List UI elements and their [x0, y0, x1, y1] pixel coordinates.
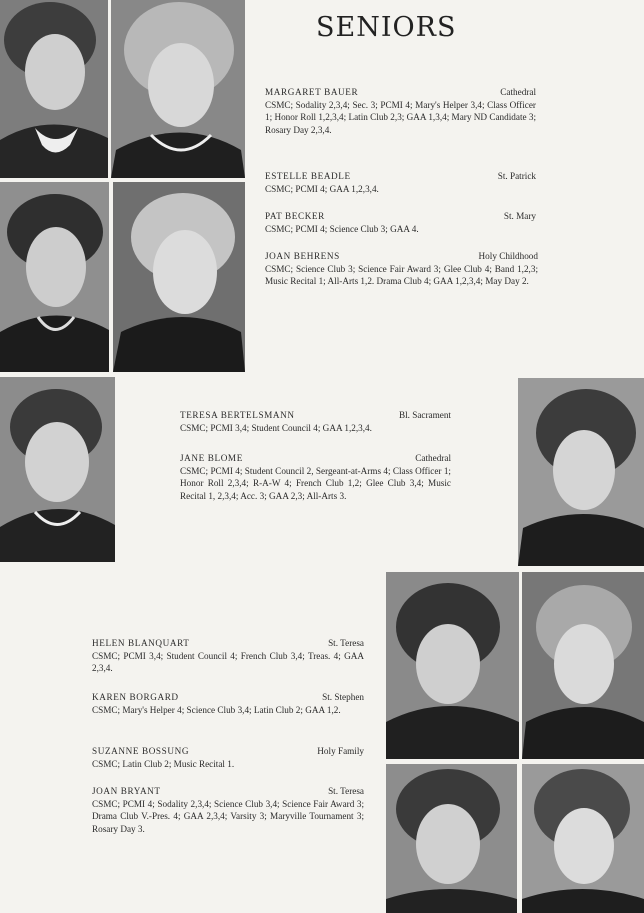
student-entry — [92, 785, 364, 835]
portrait-photo — [386, 572, 519, 759]
student-parish: Holy Childhood — [478, 251, 538, 261]
student-parish: Cathedral — [415, 453, 451, 463]
student-name: MARGARET BAUER — [265, 87, 359, 97]
student-parish: St. Teresa — [328, 638, 364, 648]
student-activities: CSMC; PCMI 3,4; Student Council 4; French Club 3,4; Treas. 4; GAA 2,3,4. — [92, 650, 364, 674]
student-entry — [180, 409, 451, 434]
student-name: HELEN BLANQUART — [92, 638, 190, 648]
student-name: JOAN BRYANT — [92, 786, 161, 796]
portrait-photo — [522, 764, 644, 913]
student-parish: Cathedral — [500, 87, 536, 97]
student-name: ESTELLE BEADLE — [265, 171, 351, 181]
student-activities: CSMC; PCMI 4; Science Club 3; GAA 4. — [265, 223, 419, 234]
student-parish: St. Mary — [503, 211, 536, 221]
portrait-photo — [0, 0, 108, 178]
student-entry — [92, 745, 364, 770]
portrait-photo — [111, 0, 245, 178]
student-entry — [265, 250, 538, 288]
student-parish: St. Stephen — [322, 692, 364, 702]
student-parish: Bl. Sacrament — [398, 410, 451, 420]
student-activities: CSMC; Sodality 2,3,4; Sec. 3; PCMI 4; Mary's Helper 3,4; Class Officer 1; Honor Roll 1,2,3,4; Latin Club 2,3; GAA 1,3,4; Mary ND Candidate 3; Rosary Day 2,3,4. — [265, 99, 537, 135]
portrait-photo — [0, 182, 109, 372]
student-entry — [180, 452, 451, 502]
student-entry — [265, 86, 536, 136]
student-activities: CSMC; Mary's Helper 4; Science Club 3,4; Latin Club 2; GAA 1,2. — [92, 704, 341, 715]
student-activities: CSMC; PCMI 4; Sodality 2,3,4; Science Club 3,4; Science Fair Award 3; Drama Club V.-Pres. 4; GAA 2,3,4; Varsity 3; Maryville Tournament 3; Rosary Day 3. — [92, 798, 364, 834]
portrait-photo — [386, 764, 517, 913]
student-name: KAREN BORGARD — [92, 692, 179, 702]
portrait-photo — [518, 378, 644, 566]
student-entry — [265, 210, 536, 235]
student-name: TERESA BERTELSMANN — [180, 410, 295, 420]
student-activities: CSMC; PCMI 4; Student Council 2, Sergeant-at-Arms 4; Class Officer 1; Honor Roll 2,3,4; R-A-W 4; French Club 1,2; Glee Club 3,4; Music Recital 1, 2,3,4; Acc. 3; GAA 2,3; All-Arts 3. — [180, 465, 451, 501]
student-name: SUZANNE BOSSUNG — [92, 746, 190, 756]
student-parish: St. Teresa — [328, 786, 364, 796]
student-activities: CSMC; Latin Club 2; Music Recital 1. — [92, 758, 235, 769]
portrait-photo — [0, 377, 115, 562]
student-activities: CSMC; PCMI 4; GAA 1,2,3,4. — [265, 183, 379, 194]
student-name: PAT BECKER — [265, 211, 325, 221]
student-activities: CSMC; PCMI 3,4; Student Council 4; GAA 1,2,3,4. — [180, 422, 372, 433]
student-entry — [92, 691, 364, 716]
portrait-photo — [113, 182, 245, 372]
student-name: JANE BLOME — [180, 453, 243, 463]
portrait-photo — [522, 572, 644, 759]
student-name: JOAN BEHRENS — [265, 251, 340, 261]
student-activities: CSMC; Science Club 3; Science Fair Award 3; Glee Club 4; Band 1,2,3; Music Recital 1; All-Arts 1,2. Drama Club 4; GAA 1,2,3,4; May Day 2. — [265, 263, 538, 287]
student-entry — [92, 637, 364, 675]
page-title: SENIORS — [316, 12, 457, 43]
student-entry — [265, 170, 536, 195]
student-parish: St. Patrick — [497, 171, 536, 181]
student-parish: Holy Family — [317, 746, 364, 756]
